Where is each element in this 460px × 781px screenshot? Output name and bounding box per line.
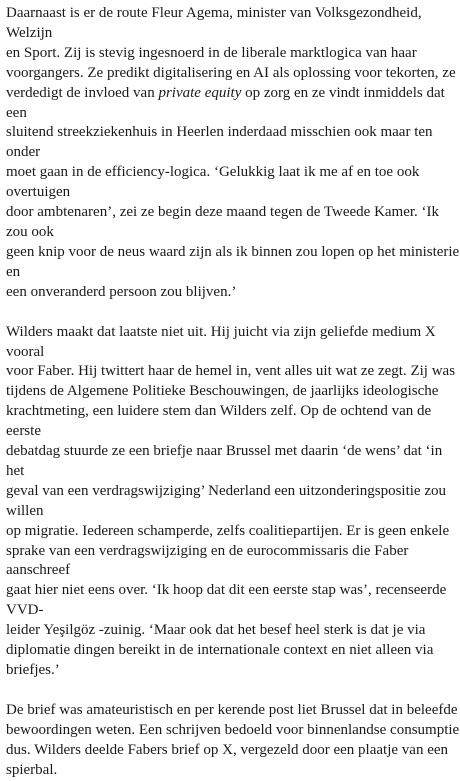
- emphasized-term: private equity: [158, 84, 242, 101]
- paragraph-text: Daarnaast is er de route Fleur Agema, minister van Volksgezondheid, Welzijn en Sport. Zij is stevig ingesnoerd in de liberale marktlogica van haar voorgangers. Ze predikt digitalisering en AI als oplossing voor tekorten, ze verdedigt de invloed van: [6, 5, 456, 101]
- article-paragraph: De brief was amateuristisch en per kerende post liet Brussel dat in beleefde bewoordingen weten. Een schrijven bedoeld voor binnenlandse consumptie dus. Wilders deelde Fabers brief op X, vergezeld door een plaatje van een spierbal.: [6, 701, 460, 778]
- paragraph-text: op zorg en ze vindt inmiddels dat een sluitend streekziekenhuis in Heerlen inderdaad misschien ook maar ten onder moet gaan in de efficiency-logica. ‘Gelukkig laat ik me af en toe ook overtuigen door ambtenaren’, zei ze begin deze maand tegen de Tweede Kamer. ‘Ik zou ook geen knip voor de neus waard zijn als ik binnen zou lopen op het ministerie en een onveranderd persoon zou blijven.’: [6, 84, 460, 300]
- article-paragraph: [6, 4, 460, 303]
- article-paragraph: Wilders maakt dat laatste niet uit. Hij juicht via zijn geliefde medium X vooral voor Faber. Hij twittert haar de hemel in, vent alles uit wat ze zegt. Zij was tijdens de Algemene Politieke Beschouwingen, de jaarlijks ideologische krachtmeting, een luidere stem dan Wilders zelf. Op de ochtend van de eerste debatdag stuurde ze een briefje naar Brussel met daarin ‘de wens’ dat ‘in het geval van een verdragswijziging’ Nederland een uitzonderingspositie zou willen op migratie. Iedereen schamperde, zelfs coalitiepartijen. Er is geen enkele sprake van een verdragswijziging en de eurocommissaris die Faber aanschreef gaat hier niet eens over. ‘Ik hoop dat dit een eerste stap was’, recenseerde VVD- leider Yeşilgöz -zuinig. ‘Maar ook dat het besef heel sterk is dat je via diplomatie dingen bereikt in de internationale context en niet alleen via briefjes.’: [6, 323, 456, 678]
